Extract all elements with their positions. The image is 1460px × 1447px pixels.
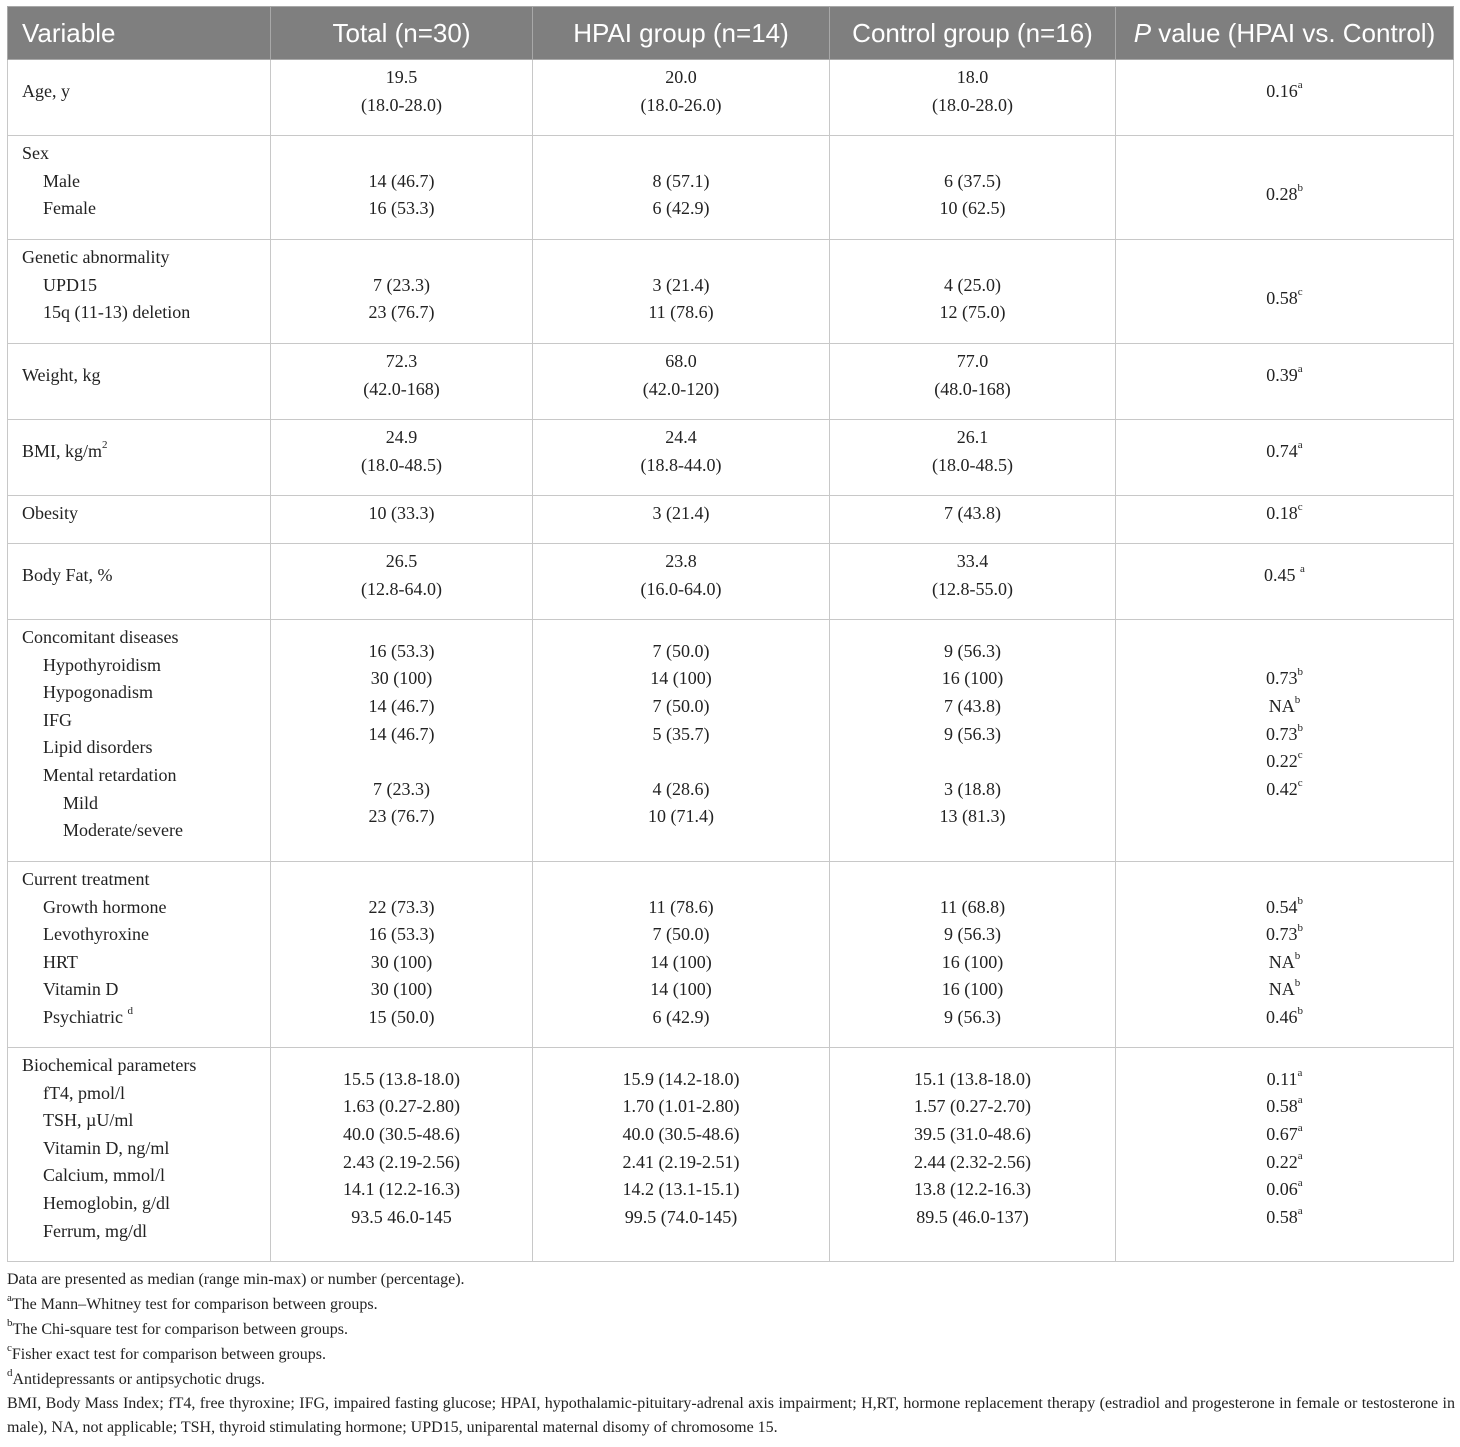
footnote-marker: a: [1300, 563, 1305, 575]
cell-value: 7 (43.8): [944, 503, 1001, 523]
row-label: Vitamin D, ng/ml: [43, 1138, 170, 1158]
row-label: BMI, $kg/m^2$: [22, 439, 108, 461]
row-label: Psychiatric $^d$: [43, 1005, 133, 1027]
header-hpai: HPAI group (n=14): [533, 7, 830, 60]
variable-cell: [8, 1048, 271, 1262]
cell-value: 0.42$^c$: [1266, 777, 1303, 799]
row-label: Moderate/severe: [63, 820, 183, 840]
cell-value: (18.0-48.5): [932, 455, 1013, 475]
row-label: Levothyroxine: [43, 924, 149, 944]
header-variable: Variable: [8, 7, 271, 60]
footnote-marker: c: [1297, 777, 1303, 789]
cell-value: 16 (53.3): [368, 641, 435, 661]
cell-value: 0.73$^b$: [1266, 922, 1303, 944]
cell-value: 6 (42.9): [652, 198, 710, 218]
variable-cell: [8, 420, 271, 496]
cell-value: 23 (76.7): [368, 806, 435, 826]
cell-value: 0.16$^a$: [1266, 79, 1303, 101]
row-label: Weight, kg: [22, 365, 101, 385]
cell-value: 14 (100): [650, 979, 712, 999]
control-cell: [830, 136, 1116, 240]
data-table: [7, 6, 1454, 1262]
cell-value: 14 (100): [650, 668, 712, 688]
cell-value: 99.5 (74.0-145): [624, 1207, 738, 1227]
footnote-a: $^a$The Mann–Whitney test for comparison between groups.: [7, 1291, 378, 1313]
variable-cell: [8, 136, 271, 240]
hpai-cell: [533, 496, 830, 544]
cell-value: 16 (100): [941, 979, 1004, 999]
cell-value: 23.8: [665, 551, 697, 571]
footnote-marker: c: [1297, 749, 1303, 761]
control-cell: [830, 496, 1116, 544]
row-label: UPD15: [43, 275, 98, 295]
hpai-cell: [533, 136, 830, 240]
footnote-marker: a: [1297, 1067, 1303, 1079]
cell-value: 0.06$^a$: [1266, 1177, 1303, 1199]
cell-value: 16 (53.3): [368, 198, 435, 218]
cell-value: 10 (33.3): [368, 503, 435, 523]
cell-value: 0.46$^b$: [1266, 1005, 1303, 1027]
cell-value: 30 (100): [370, 952, 433, 972]
table-body: [8, 60, 1454, 1262]
hpai-cell: [533, 620, 830, 862]
footnote-marker: 2: [102, 439, 108, 451]
cell-value: 14 (46.7): [368, 171, 435, 191]
cell-value: (18.0-48.5): [361, 455, 442, 475]
cell-value: 18.0: [956, 67, 989, 87]
cell-value: 7 (50.0): [652, 696, 710, 716]
row-label: Obesity: [22, 503, 78, 523]
p-cell: [1116, 544, 1454, 620]
cell-value: 26.1: [956, 427, 989, 447]
cell-value: 0.74$^a$: [1266, 439, 1303, 461]
cell-value: 14.1 (12.2-16.3): [343, 1179, 460, 1199]
total-cell: [271, 420, 533, 496]
table-container: [7, 6, 1453, 1262]
footnote-marker: a: [1297, 1094, 1303, 1106]
variable-cell: [8, 620, 271, 862]
cell-value: 3 (21.4): [652, 275, 710, 295]
cell-value: (18.0-28.0): [361, 95, 442, 115]
cell-value: 14.2 (13.1-15.1): [622, 1179, 740, 1199]
footnote-marker: d: [127, 1005, 133, 1017]
footnote-marker: b: [1297, 722, 1303, 734]
footnote-b: $^b$The Chi-square test for comparison between groups.: [7, 1316, 348, 1338]
p-cell: [1116, 344, 1454, 420]
row-label: Lipid disorders: [43, 737, 153, 757]
total-cell: [271, 544, 533, 620]
cell-value: (18.0-28.0): [932, 95, 1013, 115]
cell-value: 19.5: [385, 67, 418, 87]
cell-value: 0.54$^b$: [1266, 895, 1303, 917]
control-cell: [830, 60, 1116, 136]
row-label: Hypogonadism: [43, 682, 153, 702]
row-label: Current treatment: [22, 869, 150, 889]
cell-value: 6 (42.9): [652, 1007, 710, 1027]
p-cell: [1116, 496, 1454, 544]
cell-value: 40.0 (30.5-48.6): [622, 1124, 740, 1144]
cell-value: 0.22$^c$: [1266, 749, 1303, 771]
row-label: Ferrum, mg/dl: [43, 1221, 147, 1241]
cell-value: (42.0-168): [363, 379, 440, 399]
cell-value: 7 (23.3): [373, 275, 430, 295]
cell-value: (12.8-55.0): [932, 579, 1013, 599]
cell-value: 10 (71.4): [648, 806, 714, 826]
p-cell: [1116, 136, 1454, 240]
footnote-marker: b: [1294, 694, 1301, 706]
hpai-cell: [533, 862, 830, 1048]
cell-value: (42.0-120): [642, 379, 720, 399]
variable-cell: [8, 862, 271, 1048]
total-cell: [271, 1048, 533, 1262]
hpai-cell: [533, 344, 830, 420]
cell-value: 1.70 (1.01-2.80): [622, 1096, 740, 1116]
row-label: Sex: [22, 143, 49, 163]
row-label: Male: [43, 171, 80, 191]
cell-value: 23 (76.7): [368, 302, 435, 322]
total-cell: [271, 240, 533, 344]
cell-value: 16 (100): [941, 952, 1004, 972]
table-row: [8, 496, 1454, 544]
cell-value: 11 (68.8): [939, 897, 1006, 917]
footnote-marker: a: [1297, 1122, 1303, 1134]
variable-cell: [8, 60, 271, 136]
cell-value: 9 (56.3): [944, 924, 1001, 944]
cell-value: 0.11$^a$: [1266, 1067, 1303, 1089]
variable-cell: [8, 344, 271, 420]
total-cell: [271, 60, 533, 136]
cell-value: (18.0-26.0): [640, 95, 722, 115]
cell-value: 24.4: [665, 427, 697, 447]
cell-value: 13 (81.3): [939, 806, 1006, 826]
cell-value: 10 (62.5): [939, 198, 1006, 218]
cell-value: 0.28$^b$: [1266, 182, 1303, 204]
p-cell: [1116, 1048, 1454, 1262]
cell-value: 0.58$^a$: [1266, 1205, 1303, 1227]
table-footnotes: [7, 1267, 1455, 1440]
row-label: Female: [43, 198, 96, 218]
row-label: fT4, pmol/l: [43, 1083, 125, 1103]
control-cell: [830, 240, 1116, 344]
cell-value: 13.8 (12.2-16.3): [914, 1179, 1031, 1199]
control-cell: [830, 620, 1116, 862]
footnote-marker: b: [1294, 950, 1301, 962]
table-row: [8, 240, 1454, 344]
control-cell: [830, 420, 1116, 496]
table-row: [8, 60, 1454, 136]
row-label: Mild: [63, 793, 99, 813]
row-label: Mental retardation: [43, 765, 177, 785]
variable-cell: [8, 240, 271, 344]
hpai-cell: [533, 420, 830, 496]
cell-value: 22 (73.3): [368, 897, 435, 917]
cell-value: 30 (100): [370, 668, 433, 688]
row-label: Concomitant diseases: [22, 627, 179, 647]
cell-value: 15.5 (13.8-18.0): [343, 1069, 460, 1089]
cell-value: (48.0-168): [934, 379, 1011, 399]
total-cell: [271, 136, 533, 240]
cell-value: 0.58$^a$: [1266, 1094, 1303, 1116]
cell-value: 33.4: [956, 551, 989, 571]
cell-value: 20.0: [665, 67, 697, 87]
cell-value: 24.9: [385, 427, 418, 447]
table-row: [8, 136, 1454, 240]
p-cell: [1116, 240, 1454, 344]
header-control: Control group (n=16): [830, 7, 1116, 60]
hpai-cell: [533, 1048, 830, 1262]
table-row: [8, 420, 1454, 496]
control-cell: [830, 862, 1116, 1048]
cell-value: 8 (57.1): [652, 171, 710, 191]
cell-value: 0.22$^a$: [1266, 1150, 1303, 1172]
row-label: Calcium, mmol/l: [43, 1165, 165, 1185]
footnote-marker: b: [1297, 1005, 1303, 1017]
cell-value: (18.8-44.0): [640, 455, 722, 475]
footnote-marker: b: [1297, 666, 1303, 678]
p-cell: [1116, 620, 1454, 862]
footnote-marker: b: [1297, 895, 1303, 907]
cell-value: 2.41 (2.19-2.51): [622, 1152, 740, 1172]
cell-value: 40.0 (30.5-48.6): [343, 1124, 460, 1144]
table-row: [8, 620, 1454, 862]
cell-value: 15.9 (14.2-18.0): [622, 1069, 740, 1089]
cell-value: $NA^b$: [1268, 694, 1301, 716]
cell-value: 16 (100): [941, 668, 1004, 688]
row-label: Hemoglobin, g/dl: [43, 1193, 170, 1213]
cell-value: 11 (78.6): [648, 897, 714, 917]
row-label: Age, y: [22, 81, 70, 101]
cell-value: 68.0: [665, 351, 697, 371]
cell-value: 2.43 (2.19-2.56): [343, 1152, 460, 1172]
cell-value: 0.18$^c$: [1266, 501, 1303, 523]
footnote-marker: a: [1297, 79, 1303, 91]
table-row: [8, 1048, 1454, 1262]
total-cell: [271, 620, 533, 862]
control-cell: [830, 544, 1116, 620]
header-total: Total (n=30): [271, 7, 533, 60]
cell-value: 30 (100): [370, 979, 433, 999]
cell-value: 15.1 (13.8-18.0): [914, 1069, 1031, 1089]
hpai-cell: [533, 60, 830, 136]
footnote-marker: b: [1297, 182, 1303, 194]
control-cell: [830, 344, 1116, 420]
cell-value: (12.8-64.0): [361, 579, 442, 599]
table-row: [8, 344, 1454, 420]
cell-value: $NA^b$: [1268, 977, 1301, 999]
footnote-marker: b: [1294, 977, 1301, 989]
footnote-marker: c: [1297, 501, 1303, 513]
cell-value: 39.5 (31.0-48.6): [914, 1124, 1031, 1144]
cell-value: 1.57 (0.27-2.70): [914, 1096, 1031, 1116]
row-label: Genetic abnormality: [22, 247, 170, 267]
row-label: Body Fat, %: [22, 565, 113, 585]
footnote-marker: a: [1297, 1205, 1303, 1217]
footnote-d: $^d$Antidepressants or antipsychotic drugs.: [7, 1366, 265, 1388]
row-label: IFG: [43, 710, 73, 730]
cell-value: 14 (46.7): [368, 724, 435, 744]
cell-value: 0.39$^a$: [1266, 363, 1303, 385]
variable-cell: [8, 544, 271, 620]
footnote-c: $^c$Fisher exact test for comparison between groups.: [7, 1341, 327, 1363]
table-row: [8, 862, 1454, 1048]
cell-value: 15 (50.0): [368, 1007, 435, 1027]
cell-value: 0.67$^a$: [1266, 1122, 1303, 1144]
cell-value: 1.63 (0.27-2.80): [343, 1096, 460, 1116]
cell-value: 72.3: [385, 351, 418, 371]
footnote-marker: a: [1297, 1150, 1303, 1162]
cell-value: 0.73$^b$: [1266, 666, 1303, 688]
cell-value: (16.0-64.0): [640, 579, 722, 599]
total-cell: [271, 344, 533, 420]
footnote-data-presentation: Data are presented as median (range min-max) or number (percentage).: [7, 1271, 465, 1288]
header-p-rest: value (HPAI vs. Control): [1151, 17, 1436, 48]
variable-cell: [8, 496, 271, 544]
row-label: Vitamin D: [43, 979, 119, 999]
header-p-value: [1116, 7, 1454, 60]
row-label: 15q (11-13) deletion: [43, 302, 191, 322]
cell-value: 0.58$^c$: [1266, 286, 1303, 308]
cell-value: 2.44 (2.32-2.56): [914, 1152, 1031, 1172]
cell-value: 7 (23.3): [373, 779, 430, 799]
footnote-marker: b: [1297, 922, 1303, 934]
total-cell: [271, 862, 533, 1048]
header-p-letter: P: [1133, 17, 1152, 48]
cell-value: $NA^b$: [1268, 950, 1301, 972]
footnote-marker: a: [1297, 1177, 1303, 1189]
cell-value: 93.5 46.0-145: [351, 1207, 452, 1227]
table-row: [8, 544, 1454, 620]
cell-value: 0.73$^b$: [1266, 722, 1303, 744]
control-cell: [830, 1048, 1116, 1262]
cell-value: 7 (50.0): [652, 924, 710, 944]
cell-value: 9 (56.3): [944, 724, 1001, 744]
p-cell: [1116, 60, 1454, 136]
cell-value: 26.5: [385, 551, 418, 571]
hpai-cell: [533, 240, 830, 344]
row-label: Growth hormone: [43, 897, 167, 917]
row-label: Biochemical parameters: [22, 1055, 197, 1075]
row-label: TSH, µU/ml: [43, 1110, 134, 1130]
row-label: HRT: [43, 952, 78, 972]
total-cell: [271, 496, 533, 544]
cell-value: 7 (43.8): [944, 696, 1001, 716]
cell-value: 3 (18.8): [944, 779, 1001, 799]
p-cell: [1116, 862, 1454, 1048]
p-cell: [1116, 420, 1454, 496]
footnote-abbreviations: BMI, Body Mass Index; fT4, free thyroxine; IFG, impaired fasting glucose; HPAI, hypothalamic-pituitary-adrenal axis impairment; H,RT, hormone replacement therapy (estradiol and progesterone in female or testosterone in male), NA, not applicable; TSH, thyroid stimulating hormone; UPD15, uniparental maternal disomy of chromosome 15.: [7, 1395, 1455, 1436]
cell-value: 9 (56.3): [944, 1007, 1001, 1027]
cell-value: 77.0: [956, 351, 989, 371]
row-label: Hypothyroidism: [43, 655, 162, 675]
cell-value: 89.5 (46.0-137): [916, 1207, 1029, 1227]
table-header-row: [8, 7, 1454, 60]
cell-value: 6 (37.5): [944, 171, 1001, 191]
footnote-marker: a: [1297, 439, 1303, 451]
cell-value: 14 (46.7): [368, 696, 435, 716]
cell-value: 16 (53.3): [368, 924, 435, 944]
footnote-marker: c: [1297, 286, 1303, 298]
cell-value: 11 (78.6): [648, 302, 714, 322]
cell-value: 5 (35.7): [652, 724, 710, 744]
cell-value: 3 (21.4): [652, 503, 710, 523]
cell-value: 4 (28.6): [652, 779, 710, 799]
cell-value: 12 (75.0): [939, 302, 1006, 322]
footnote-marker: a: [1297, 363, 1303, 375]
cell-value: 0.45 $^a$: [1264, 563, 1305, 585]
cell-value: 4 (25.0): [944, 275, 1001, 295]
cell-value: 14 (100): [650, 952, 712, 972]
cell-value: 9 (56.3): [944, 641, 1001, 661]
cell-value: 7 (50.0): [652, 641, 710, 661]
hpai-cell: [533, 544, 830, 620]
